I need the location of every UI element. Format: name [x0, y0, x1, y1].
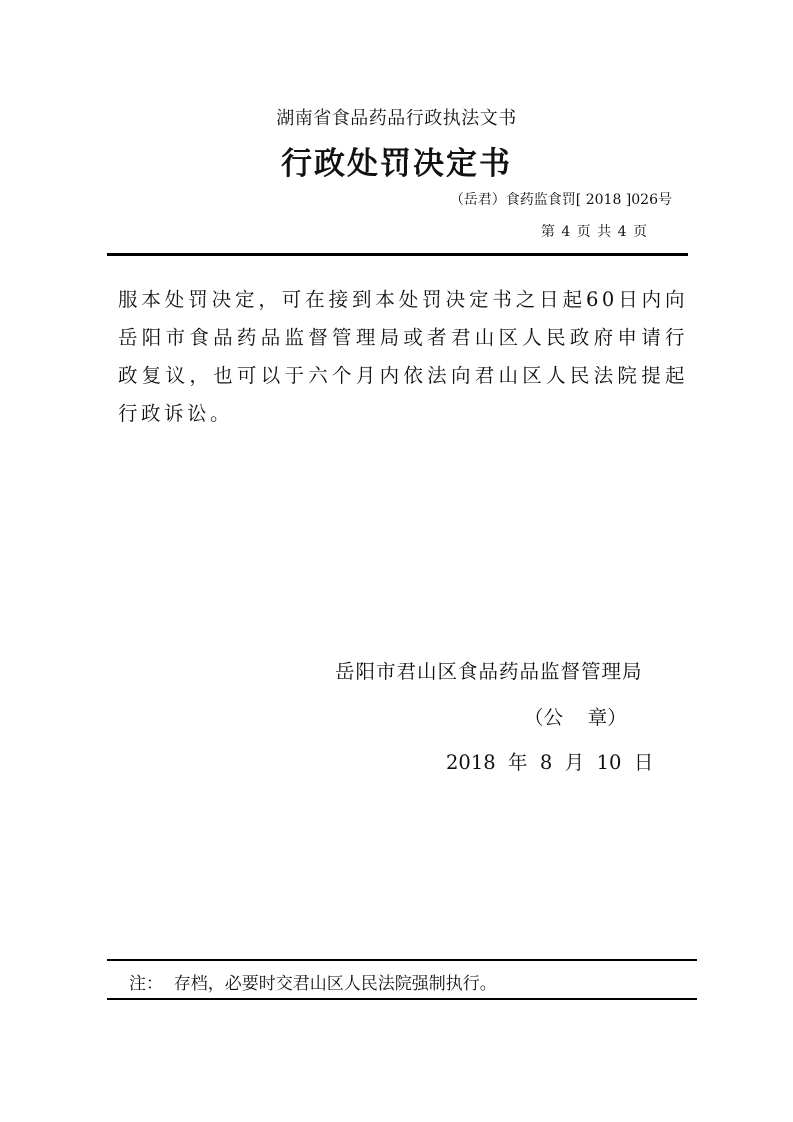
footer-divider-top: [107, 959, 697, 961]
header-divider: [107, 253, 688, 256]
issuer-name: 岳阳市君山区食品药品监督管理局: [335, 660, 643, 683]
body-paragraph: 服本处罚决定，可在接到本处罚决定书之日起60日内向岳阳市食品药品监督管理局或者君山区人民政府申请行政复议，也可以于六个月内依法向君山区人民法院提起行政诉讼。: [118, 288, 688, 425]
issuing-organization: 湖南省食品药品行政执法文书: [276, 108, 517, 129]
document-number: （岳君）食药监食罚[ 2018 ]026号: [449, 192, 672, 208]
page-info: 第 4 页 共 4 页: [540, 224, 647, 240]
official-seal-label: （公 章）: [524, 706, 627, 729]
document-title: 行政处罚决定书: [281, 146, 512, 182]
footer-divider-bottom: [107, 998, 697, 1000]
footer-note: 注： 存档，必要时交君山区人民法院强制执行。: [129, 974, 497, 994]
issue-date: 2018 年 8 月 10 日: [446, 751, 654, 774]
